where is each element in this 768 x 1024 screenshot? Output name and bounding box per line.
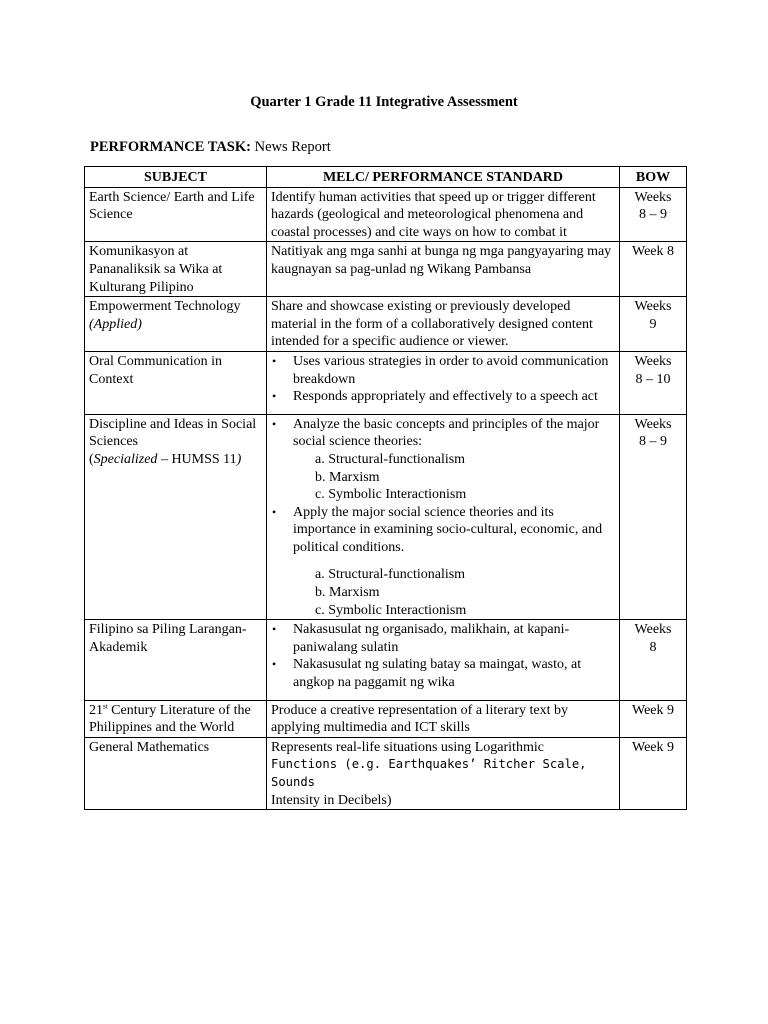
bow-cell: Week 9 xyxy=(620,700,687,737)
subject-type: (Applied) xyxy=(89,316,142,332)
sub-item: a. Structural-functionalism xyxy=(315,567,466,583)
table-row xyxy=(85,620,687,700)
bullet-text: Analyze the basic concepts and principles of the major social science theories: xyxy=(293,416,600,450)
bow-cell xyxy=(620,297,687,352)
bullet-item: • Responds appropriately and effectively to a speech act xyxy=(293,388,615,406)
performance-task-value: News Report xyxy=(254,139,331,155)
header-subject: SUBJECT xyxy=(85,167,267,188)
subject-cell xyxy=(85,297,267,352)
sub-item: c. Symbolic Interactionism xyxy=(315,602,467,618)
subject-text: Century Literature of the Philippines and the World xyxy=(89,702,251,736)
subject-number: 21 xyxy=(89,702,103,718)
bullet-text: Apply the major social science theories and its importance in examining socio-cultural, economic, and political conditions. xyxy=(293,504,603,555)
subject-text: Empowerment Technology xyxy=(89,299,241,315)
subject-cell: Filipino sa Piling Larangan-Akademik xyxy=(85,620,267,700)
header-bow: BOW xyxy=(620,167,687,188)
bullet-item xyxy=(293,416,615,504)
bow-range: 8 – 10 xyxy=(635,371,671,387)
subject-cell xyxy=(85,414,267,620)
standard-cell xyxy=(267,620,620,700)
bow-cell xyxy=(620,187,687,242)
performance-task-label: PERFORMANCE TASK: xyxy=(90,139,251,155)
sub-item: b. Marxism xyxy=(315,585,380,601)
bow-text: Weeks xyxy=(634,189,672,205)
standard-cell xyxy=(267,414,620,620)
bullet-item xyxy=(293,504,615,620)
subject-paren-close: ) xyxy=(236,451,242,467)
bow-cell xyxy=(620,620,687,700)
subject-cell: Komunikasyon at Pananaliksik sa Wika at Kulturang Pilipino xyxy=(85,242,267,297)
subject-cell: Oral Communication in Context xyxy=(85,351,267,414)
standard-cell xyxy=(267,737,620,809)
standard-bullet-list xyxy=(271,416,615,620)
ordinal-suffix: st xyxy=(103,701,108,710)
subject-paren-open: ( xyxy=(89,451,94,467)
bow-text: Weeks xyxy=(634,622,672,638)
standard-cell: Identify human activities that speed up or trigger different hazards (geological and meteorological phenomena and coastal processes) and cite ways on how to combat it xyxy=(267,187,620,242)
bow-cell: Week 9 xyxy=(620,737,687,809)
table-row xyxy=(85,351,687,414)
standard-cell xyxy=(267,351,620,414)
cell-spacer xyxy=(271,406,615,414)
assessment-table xyxy=(84,166,687,810)
sub-item: b. Marxism xyxy=(315,469,380,485)
standard-bullet-list xyxy=(271,353,615,406)
bow-text: Weeks xyxy=(634,353,672,369)
standard-cell: Share and showcase existing or previously developed material in the form of a collaboratively designed content intended for a specific audience or viewer. xyxy=(267,297,620,352)
subject-type: Specialized xyxy=(93,451,158,467)
standard-line: Represents real-life situations using Logarithmic xyxy=(271,739,544,755)
performance-task-line xyxy=(90,139,331,156)
bow-text: Weeks xyxy=(634,416,672,432)
document-title: Quarter 1 Grade 11 Integrative Assessment xyxy=(250,94,518,110)
bow-text: Weeks xyxy=(634,299,672,315)
subject-cell xyxy=(85,700,267,737)
standard-line: Intensity in Decibels) xyxy=(271,792,392,808)
table-row xyxy=(85,700,687,737)
bullet-item: • Uses various strategies in order to avoid communication breakdown xyxy=(293,353,615,388)
sub-item: c. Symbolic Interactionism xyxy=(315,487,467,503)
standard-cell: Produce a creative representation of a literary text by applying multimedia and ICT skills xyxy=(267,700,620,737)
standard-line-mono: Functions (e.g. Earthquakes’ Ritcher Scale, Sounds xyxy=(271,757,587,789)
bow-range: 8 xyxy=(649,639,657,655)
table-row xyxy=(85,187,687,242)
cell-spacer xyxy=(271,692,615,700)
standard-bullet-list xyxy=(271,621,615,691)
bullet-item: • Nakasusulat ng sulating batay sa maingat, wasto, at angkop na paggamit ng wika xyxy=(293,656,615,691)
standard-cell: Natitiyak ang mga sanhi at bunga ng mga pangyayaring may kaugnayan sa pag-unlad ng Wikang Pambansa xyxy=(267,242,620,297)
subject-cell: General Mathematics xyxy=(85,737,267,809)
table-header-row xyxy=(85,167,687,188)
bow-range: 8 – 9 xyxy=(639,434,667,450)
bow-cell: Week 8 xyxy=(620,242,687,297)
table-row xyxy=(85,242,687,297)
bow-range: 8 – 9 xyxy=(639,207,667,223)
bullet-item: • Nakasusulat ng organisado, malikhain, at kapani-paniwalang sulatin xyxy=(293,621,615,656)
subject-suffix: – HUMSS 11 xyxy=(160,451,237,467)
bow-cell xyxy=(620,351,687,414)
theory-sub-list xyxy=(293,566,615,619)
bow-range: 9 xyxy=(649,316,657,332)
subject-cell: Earth Science/ Earth and Life Science xyxy=(85,187,267,242)
table-row xyxy=(85,414,687,620)
table-row xyxy=(85,737,687,809)
bow-cell xyxy=(620,414,687,620)
subject-text: Discipline and Ideas in Social Sciences xyxy=(89,416,257,450)
theory-sub-list xyxy=(293,451,615,504)
header-standard: MELC/ PERFORMANCE STANDARD xyxy=(267,167,620,188)
sub-item: a. Structural-functionalism xyxy=(315,451,466,467)
table-row xyxy=(85,297,687,352)
